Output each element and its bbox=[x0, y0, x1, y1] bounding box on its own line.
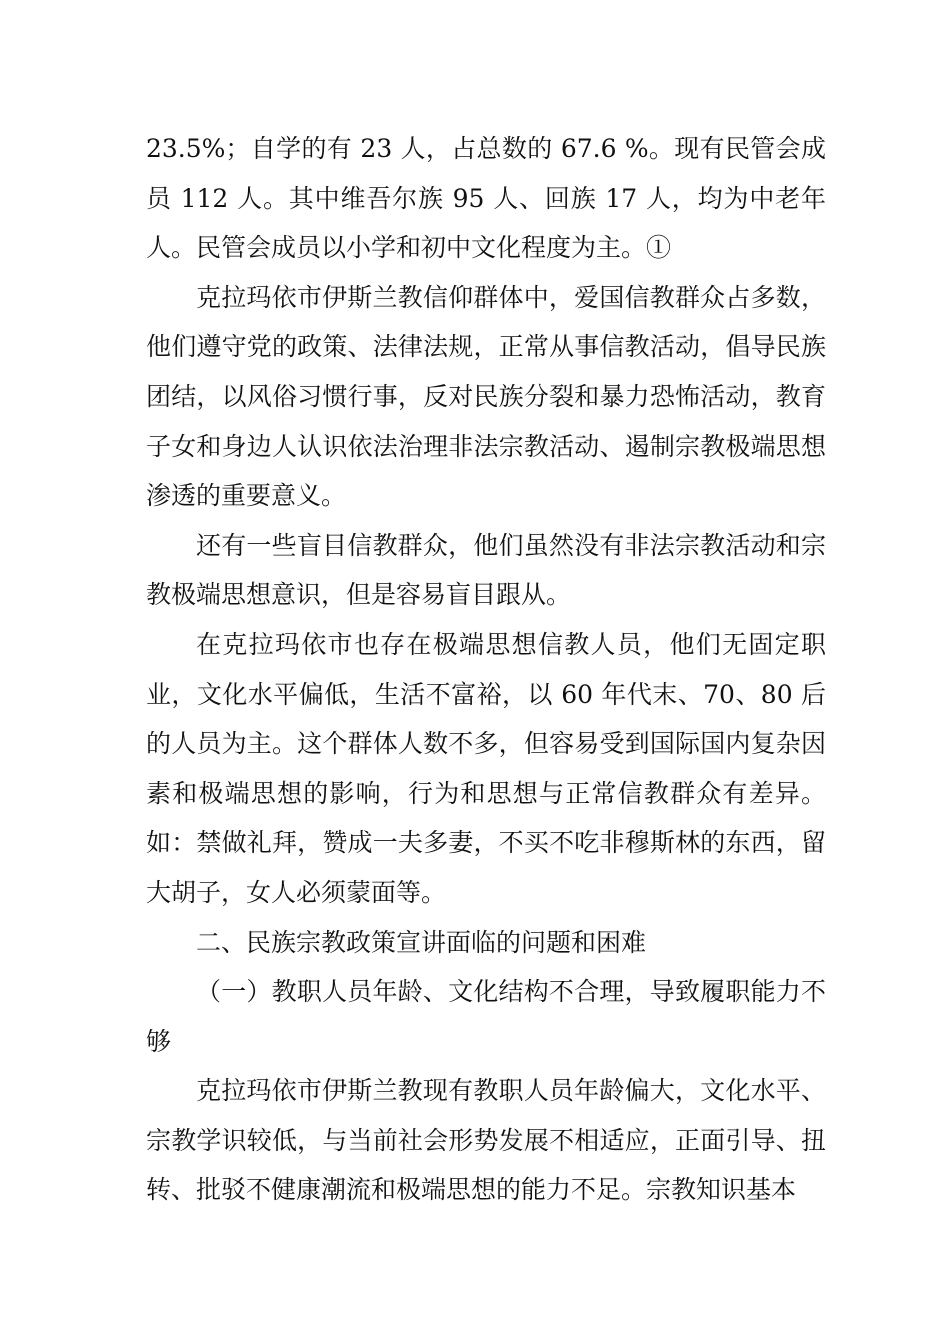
document-body bbox=[146, 124, 826, 1215]
paragraph-staff-description: 克拉玛依市伊斯兰教现有教职人员年龄偏大，文化水平、宗教学识较低，与当前社会形势发展不相适应，正面引导、扭转、批驳不健康潮流和极端思想的能力不足。宗教知识基本 bbox=[146, 1076, 826, 1205]
subsection-heading-staff-structure: （一）教职人员年龄、文化结构不合理，导致履职能力不够 bbox=[146, 977, 826, 1056]
paragraph-continued-statistics: 23.5%；自学的有 23 人，占总数的 67.6 %。现有民管会成员 112 人。其中维吾尔族 95 人、回族 17 人，均为中老年人。民管会成员以小学和初中文化程度为主。① bbox=[146, 134, 826, 263]
paragraph-extremist-believers: 在克拉玛依市也存在极端思想信教人员，他们无固定职业，文化水平偏低，生活不富裕，以 60 年代末、70、80 后的人员为主。这个群体人数不多，但容易受到国际国内复杂因素和极端思想的影响，行为和思想与正常信教群众有差异。如：禁做礼拜，赞成一夫多妻，不买不吃非穆斯林的东西，留大胡子，女人必须蒙面等。 bbox=[146, 629, 826, 907]
paragraph-patriotic-believers: 克拉玛依市伊斯兰教信仰群体中，爱国信教群众占多数，他们遵守党的政策、法律法规，正常从事信教活动，倡导民族团结，以风俗习惯行事，反对民族分裂和暴力恐怖活动，教育子女和身边人认识依法治理非法宗教活动、遏制宗教极端思想渗透的重要意义。 bbox=[146, 282, 826, 511]
paragraph-blind-believers: 还有一些盲目信教群众，他们虽然没有非法宗教活动和宗教极端思想意识，但是容易盲目跟从。 bbox=[146, 530, 826, 610]
section-heading-problems: 二、民族宗教政策宣讲面临的问题和困难 bbox=[196, 927, 647, 957]
